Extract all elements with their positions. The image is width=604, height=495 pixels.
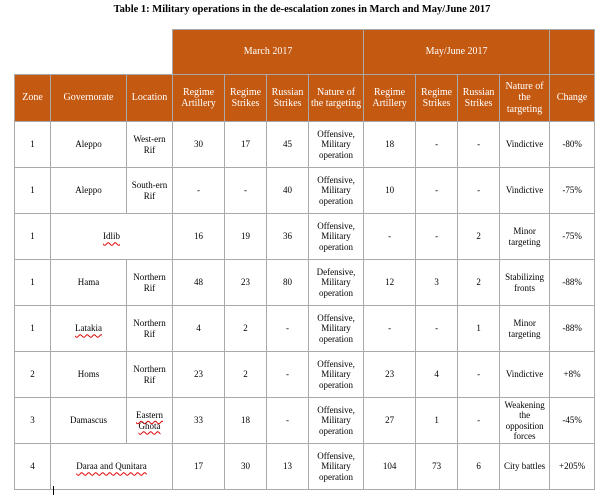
cell-mayjune-regime-strikes: 3 [416,260,458,306]
cell-governorate [51,306,127,352]
header-blank-cell [15,30,173,75]
cell-mayjune-artillery: 104 [364,444,416,490]
cell-march-regime-strikes: 19 [225,214,267,260]
table-row [15,444,595,490]
cell-zone: 2 [15,352,51,398]
cell-march-artillery: 48 [173,260,225,306]
cell-march-nature: Offensive, Military operation [309,168,364,214]
cell-mayjune-artillery: 10 [364,168,416,214]
cell-location: Northern Rif [127,260,173,306]
cell-zone: 1 [15,260,51,306]
col-header-march-regime-artillery: Regime Artillery [173,75,225,122]
cell-mayjune-russian-strikes: 2 [458,214,500,260]
col-header-location: Location [127,75,173,122]
table-row [15,306,595,352]
table-row [15,214,595,260]
location-text: Eastern Ghota [136,410,163,431]
cell-march-nature: Defensive, Military operation [309,260,364,306]
cell-march-regime-strikes: 30 [225,444,267,490]
cell-march-russian-strikes: 36 [267,214,309,260]
table-row [15,352,595,398]
governorate-text: Daraa and Qunitara [76,461,147,472]
cell-zone: 3 [15,398,51,444]
cell-zone: 1 [15,306,51,352]
cell-march-nature: Offensive, Military operation [309,306,364,352]
cell-change: +8% [550,352,595,398]
col-header-mayjune-russian-strikes: Russian Strikes [458,75,500,122]
cell-change: -75% [550,214,595,260]
cell-mayjune-artillery: 18 [364,122,416,168]
military-operations-table [14,29,595,490]
cell-mayjune-regime-strikes: - [416,306,458,352]
cell-mayjune-russian-strikes: 6 [458,444,500,490]
cell-march-artillery: - [173,168,225,214]
cell-march-artillery: 23 [173,352,225,398]
table-row [15,168,595,214]
cell-mayjune-russian-strikes: - [458,398,500,444]
cell-change: -45% [550,398,595,444]
cell-zone: 4 [15,444,51,490]
cell-march-russian-strikes: - [267,398,309,444]
cell-march-russian-strikes: 13 [267,444,309,490]
cell-march-russian-strikes: - [267,306,309,352]
cell-change: +205% [550,444,595,490]
cell-march-artillery: 4 [173,306,225,352]
cell-mayjune-russian-strikes: 1 [458,306,500,352]
cell-zone: 1 [15,214,51,260]
cell-march-regime-strikes: 23 [225,260,267,306]
cell-mayjune-nature: City battles [500,444,550,490]
cell-march-nature: Offensive, Military operation [309,352,364,398]
cell-zone: 1 [15,122,51,168]
cell-governorate: Homs [51,352,127,398]
table-row [15,398,595,444]
col-header-mayjune-regime-artillery: Regime Artillery [364,75,416,122]
cell-mayjune-nature: Vindictive [500,352,550,398]
governorate-text: Idlib [103,231,120,242]
col-header-march-nature-targeting: Nature of the targeting [309,75,364,122]
cell-mayjune-russian-strikes: 2 [458,260,500,306]
cell-march-regime-strikes: 2 [225,306,267,352]
col-header-march-regime-strikes: Regime Strikes [225,75,267,122]
cell-march-artillery: 16 [173,214,225,260]
cell-location: South-ern Rif [127,168,173,214]
group-header-mayjune: May/June 2017 [364,30,550,75]
cell-location: Northern Rif [127,306,173,352]
cell-location: West-ern Rif [127,122,173,168]
cell-mayjune-russian-strikes: - [458,122,500,168]
cell-mayjune-nature: Minor targeting [500,214,550,260]
cell-march-regime-strikes: 18 [225,398,267,444]
cell-march-artillery: 33 [173,398,225,444]
cell-march-russian-strikes: 80 [267,260,309,306]
governorate-text: Latakia [75,323,102,334]
group-header-row [15,30,595,75]
group-header-change-blank [550,30,595,75]
cell-mayjune-artillery: 23 [364,352,416,398]
col-header-mayjune-regime-strikes: Regime Strikes [416,75,458,122]
cell-mayjune-russian-strikes: - [458,168,500,214]
cell-mayjune-regime-strikes: 4 [416,352,458,398]
cell-march-nature: Offensive, Military operation [309,122,364,168]
table-row [15,260,595,306]
cell-mayjune-nature: Minor targeting [500,306,550,352]
group-header-march: March 2017 [173,30,364,75]
cell-mayjune-artillery: - [364,306,416,352]
cell-governorate: Hama [51,260,127,306]
table-caption: Table 1: Military operations in the de-escalation zones in March and May/June 2017 [113,4,491,15]
cell-change: -88% [550,260,595,306]
text-cursor [53,486,54,495]
cell-march-nature: Offensive, Military operation [309,214,364,260]
cell-march-artillery: 30 [173,122,225,168]
column-header-row [15,75,595,122]
cell-location [127,398,173,444]
cell-march-regime-strikes: 2 [225,352,267,398]
cell-march-artillery: 17 [173,444,225,490]
cell-march-nature: Offensive, Military operation [309,444,364,490]
cell-governorate-merged [51,214,173,260]
cell-mayjune-nature: Stabilizing fronts [500,260,550,306]
cell-mayjune-russian-strikes: - [458,352,500,398]
cell-mayjune-nature: Vindictive [500,122,550,168]
cell-governorate-merged [51,444,173,490]
cell-mayjune-nature: Weakening the opposition forces [500,398,550,444]
cell-change: -88% [550,306,595,352]
cell-mayjune-nature: Vindictive [500,168,550,214]
col-header-march-russian-strikes: Russian Strikes [267,75,309,122]
table-row [15,122,595,168]
cell-mayjune-regime-strikes: 73 [416,444,458,490]
col-header-mayjune-nature-targeting: Nature of the targeting [500,75,550,122]
cell-mayjune-regime-strikes: - [416,168,458,214]
cell-march-nature: Offensive, Military operation [309,398,364,444]
cell-governorate: Aleppo [51,122,127,168]
cell-change: -75% [550,168,595,214]
cell-march-regime-strikes: 17 [225,122,267,168]
cell-march-russian-strikes: 40 [267,168,309,214]
cell-governorate: Damascus [51,398,127,444]
cell-mayjune-regime-strikes: - [416,122,458,168]
cell-mayjune-artillery: 27 [364,398,416,444]
cell-mayjune-regime-strikes: 1 [416,398,458,444]
cell-governorate: Aleppo [51,168,127,214]
cell-march-regime-strikes: - [225,168,267,214]
cell-mayjune-artillery: - [364,214,416,260]
col-header-change: Change [550,75,595,122]
cell-march-russian-strikes: - [267,352,309,398]
cell-zone: 1 [15,168,51,214]
col-header-zone: Zone [15,75,51,122]
cell-mayjune-regime-strikes: - [416,214,458,260]
cell-march-russian-strikes: 45 [267,122,309,168]
col-header-governorate: Governorate [51,75,127,122]
cell-change: -80% [550,122,595,168]
cell-location: Northern Rif [127,352,173,398]
cell-mayjune-artillery: 12 [364,260,416,306]
